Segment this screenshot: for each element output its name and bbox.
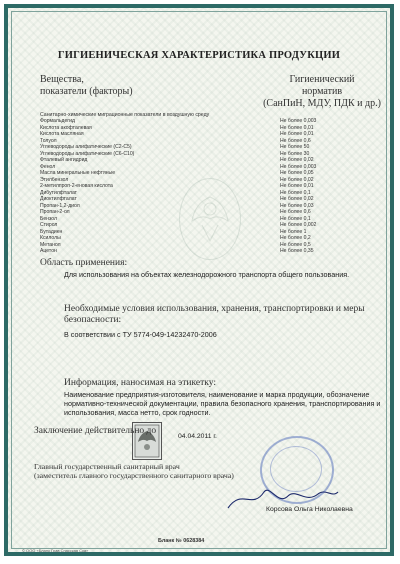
application-label: Область применения: [40, 258, 128, 268]
header-substances-line2: показатели (факторы) [40, 86, 133, 97]
row-value: Не более 0,03 [280, 202, 314, 209]
validity-label: Заключение действительно до [34, 426, 157, 436]
table-row [40, 248, 370, 255]
row-name: Ацетон [40, 248, 57, 254]
row-value: Не более 0,01 [280, 183, 314, 189]
row-value: Не более 0,01 [280, 124, 314, 131]
row-name: 2-метилпроп-2-еновая кислота [40, 183, 113, 189]
row-value: Не более 0,02 [280, 157, 314, 163]
row-name: Фталевый ангидрид [40, 157, 88, 163]
validity-date: 04.04.2011 г. [178, 433, 217, 440]
conditions-label [64, 304, 384, 326]
label-info-text: Наименование предприятия-изготовителя, наименование и марка продукции, обозначение нормативно-технической документации, правила безопасного хранения, транспортирования и использования, масса нетто, срок годности. [64, 390, 381, 417]
header-norm-line3: (СанПиН, МДУ, ПДК и др.) [263, 98, 381, 109]
document-title: ГИГИЕНИЧЕСКАЯ ХАРАКТЕРИСТИКА ПРОДУКЦИИ [57, 50, 341, 61]
header-norm [258, 74, 386, 110]
row-name: Кислота масляная [40, 131, 84, 137]
signatory-role-line1: Главный государственный санитарный врач [34, 462, 180, 471]
row-value: Не более 0,6 [280, 137, 311, 144]
row-value: Не более 0,6 [280, 209, 311, 215]
table-heading: Санитарно-химические миграционные показатели в воздушную среду [40, 112, 210, 118]
row-name: Толуол [40, 137, 57, 144]
row-value: Не более 0,5 [280, 241, 311, 248]
row-value: Не более 0,05 [280, 170, 314, 176]
row-value: Не более 30 [280, 150, 310, 157]
row-name: Бензол [40, 215, 57, 222]
header-norm-line1: Гигиенический [289, 74, 355, 85]
footer-small-print: © ООО «Бланк Грав Спасская Ска» [22, 548, 89, 553]
header-substances [40, 74, 133, 98]
signatory-role-line2: (заместитель главного государственного санитарного врача) [34, 471, 234, 480]
row-name: Пропан-1,2-диол [40, 202, 80, 209]
certificate-document [4, 4, 394, 556]
row-value: Не более 0,003 [280, 118, 317, 124]
row-value: Не более 0,35 [280, 248, 314, 254]
conditions-label-line2: безопасности: [64, 315, 122, 325]
row-name: Фенол [40, 163, 56, 170]
row-name: Масла минеральные нефтяные [40, 170, 116, 176]
label-info-label: Информация, наносимая на этикетку: [64, 378, 216, 388]
row-name: Углеводороды алифатические (С2-С5) [40, 144, 132, 150]
row-name: Метанол [40, 241, 61, 248]
row-value: Не более 1 [280, 228, 307, 235]
row-name: Бутадиен [40, 228, 63, 235]
conditions-label-line1: Необходимые условия использования, хранения, транспортировки и меры [64, 304, 365, 314]
row-name: Стирол [40, 222, 58, 228]
row-value: Не более 0,02 [280, 196, 314, 202]
application-text: Для использования на объектах железнодорожного транспорта общего пользования. [64, 270, 350, 279]
row-name: Углеводороды алифатические (С6-С10) [40, 150, 135, 157]
row-name: Диоктилфталат [40, 196, 77, 202]
row-name: Ксилолы [40, 235, 61, 241]
row-value: Не более 0,1 [280, 189, 311, 196]
row-name: Кислота акофталевая [40, 124, 92, 131]
row-value: Не более 0,002 [280, 222, 317, 228]
row-value: Не более 0,02 [280, 176, 314, 183]
header-norm-line2: норматив [301, 86, 343, 97]
signatory-name: Корсова Ольга Николаевна [266, 506, 353, 513]
row-value: Не более 0,003 [280, 163, 317, 170]
conditions-text: В соответствии с ТУ 5774-049-14232470-2006 [64, 330, 217, 339]
header-substances-line1: Вещества, [40, 74, 84, 85]
row-name: Пропан-2-ол [40, 209, 70, 215]
signature-icon [222, 478, 342, 523]
row-value: Не более 0,01 [280, 131, 314, 137]
blank-number: Бланк № 0628384 [158, 538, 205, 544]
substances-table [40, 118, 370, 255]
row-name: Формальдегид [40, 118, 75, 124]
row-name: Дибутилфталат [40, 189, 78, 196]
row-value: Не более 0,1 [280, 215, 311, 222]
row-value: Не более 50 [280, 144, 310, 150]
row-value: Не более 0,2 [280, 235, 311, 241]
row-name: Этилбензол [40, 176, 69, 183]
